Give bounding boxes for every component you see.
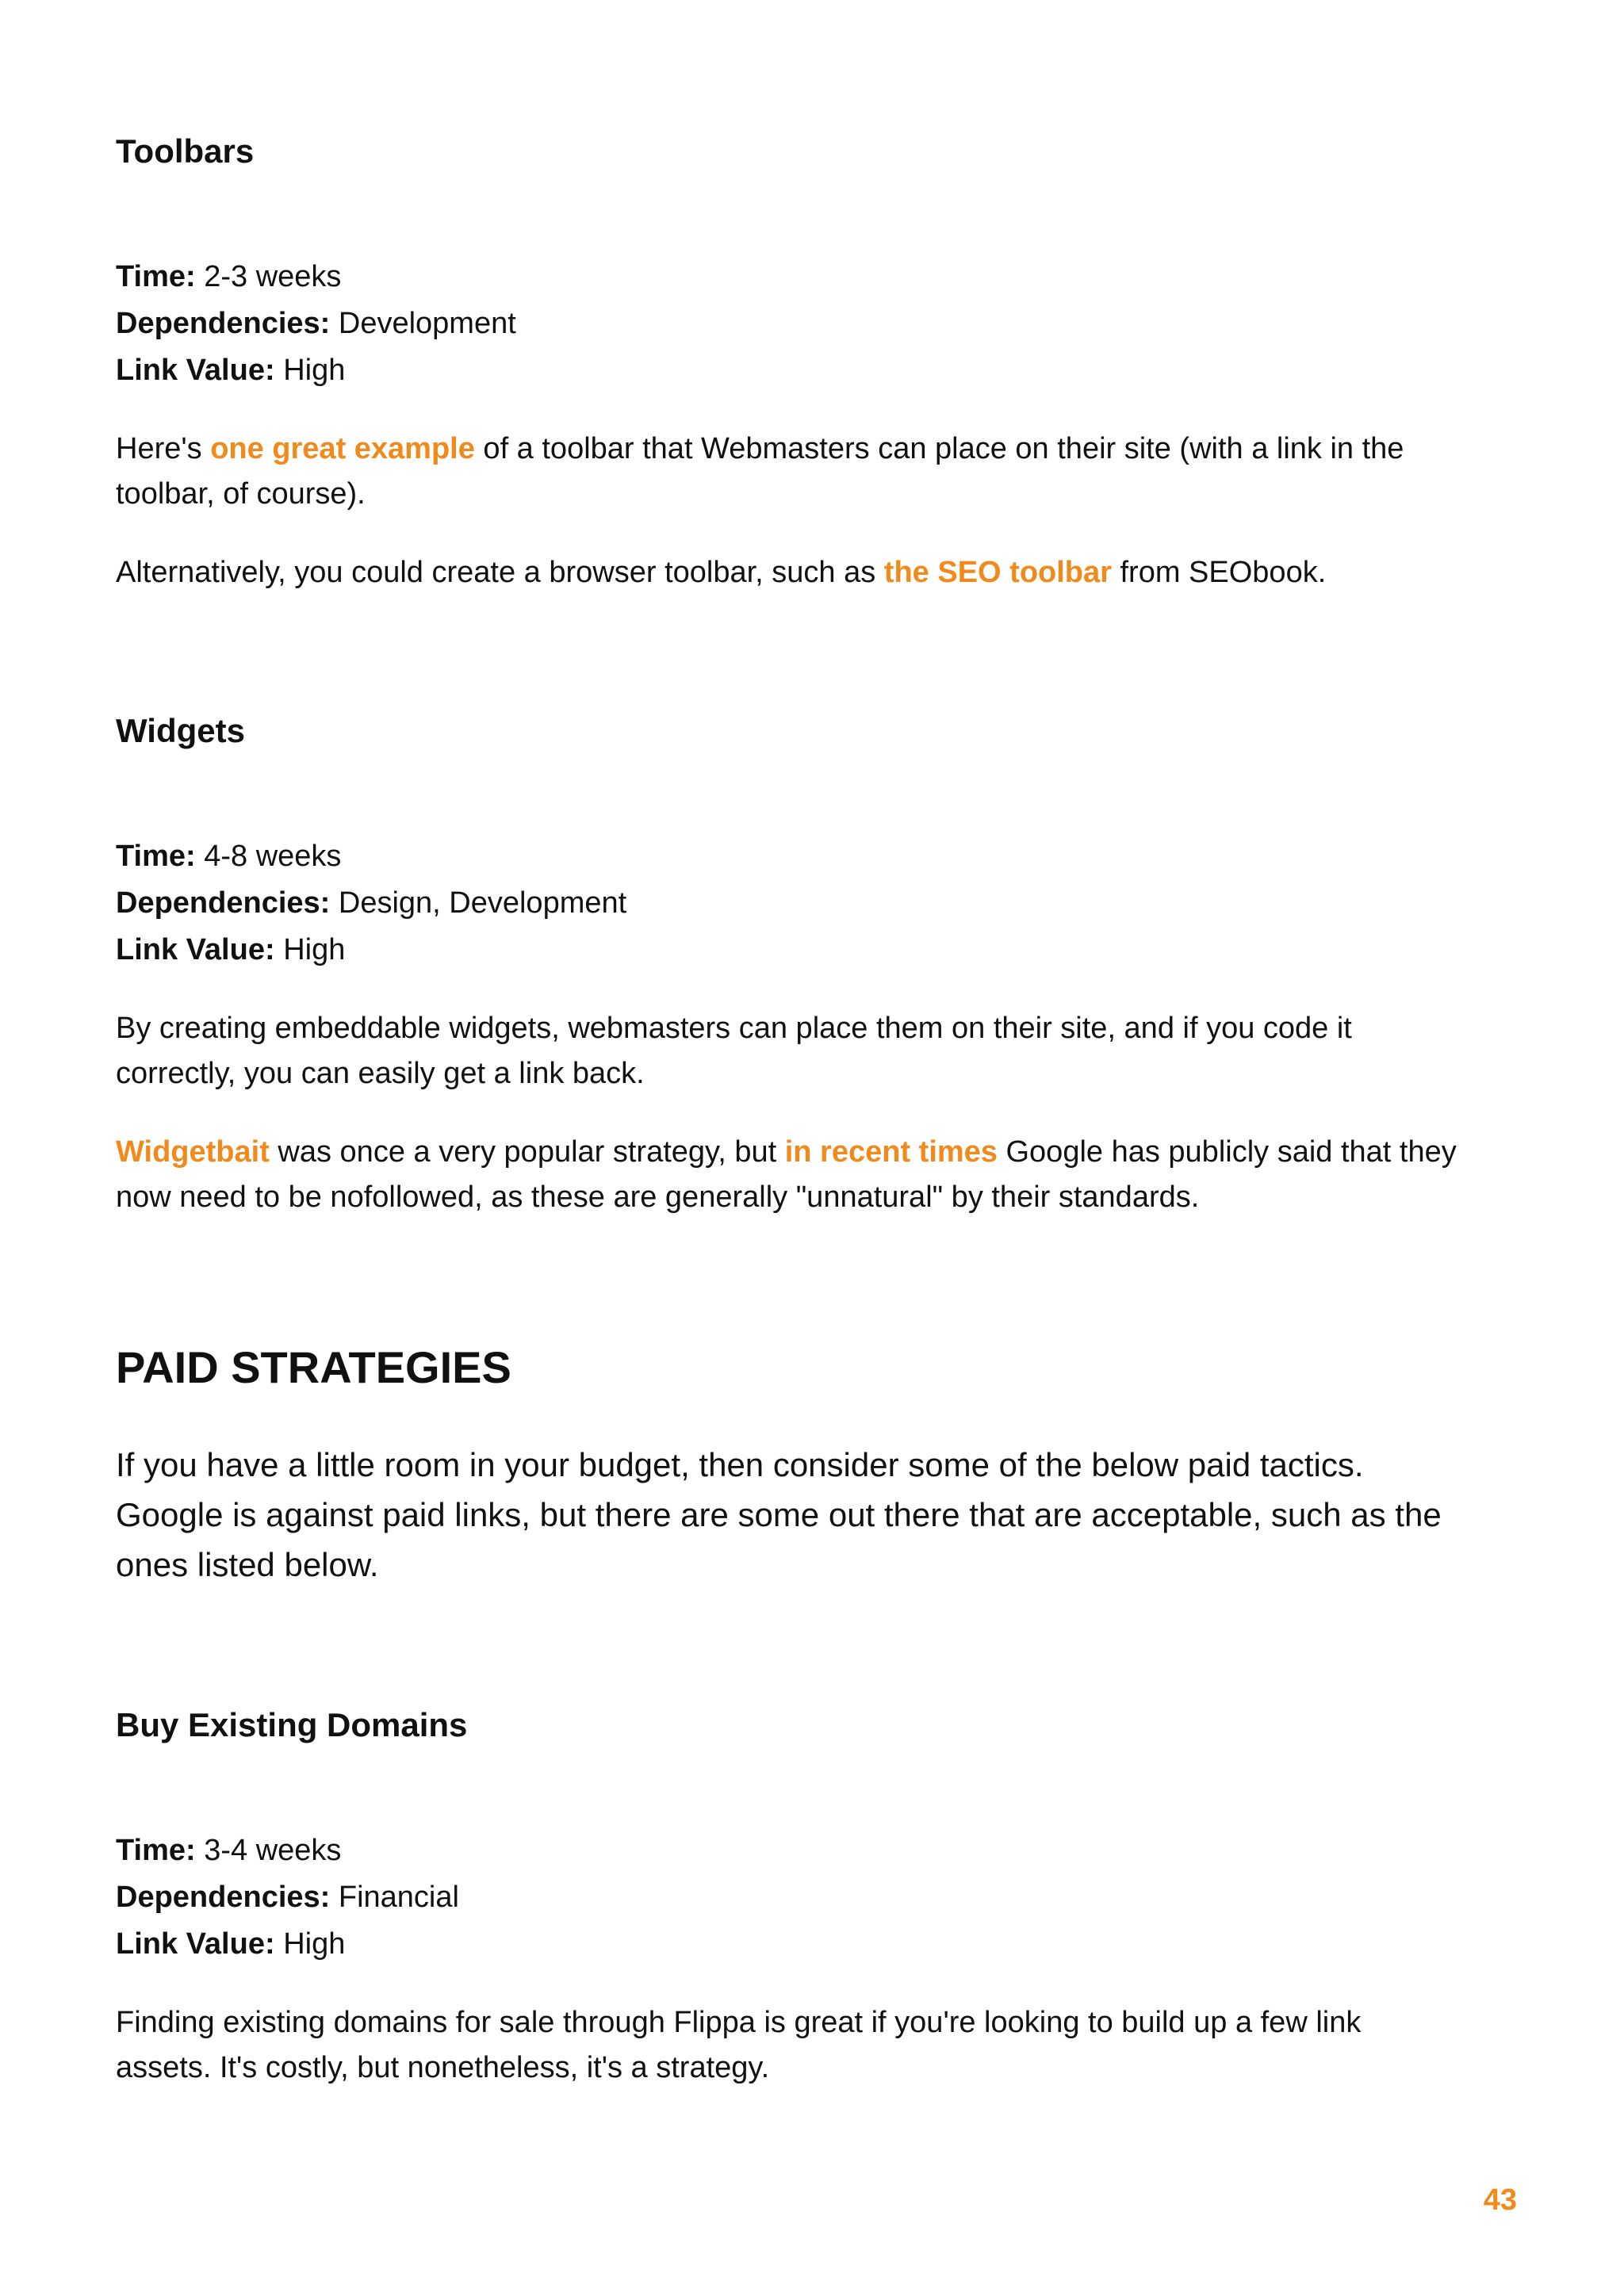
paragraph-text: Here's	[116, 432, 211, 465]
meta-dependencies-value: Design, Development	[338, 886, 627, 920]
meta-link-value-label: Link Value:	[116, 1927, 275, 1961]
paragraph-text: Google has publicly said that they	[997, 1135, 1457, 1169]
meta-link-value-label: Link Value:	[116, 933, 275, 966]
section-heading-buy-existing-domains: Buy Existing Domains	[116, 1706, 468, 1743]
meta-dependencies	[116, 1874, 459, 1921]
paragraph-text: was once a very popular strategy, but	[269, 1135, 785, 1169]
meta-time-value: 4-8 weeks	[204, 840, 342, 873]
meta-dependencies-value: Development	[338, 307, 516, 340]
paragraph-line	[116, 427, 1404, 472]
meta-link-value	[116, 1921, 345, 1968]
meta-time	[116, 254, 341, 300]
section-heading-widgets: Widgets	[116, 712, 245, 749]
meta-time	[116, 1827, 341, 1874]
paragraph-text: of a toolbar that Webmasters can place on their site (with a link in the	[474, 432, 1404, 465]
meta-dependencies-label: Dependencies:	[116, 886, 331, 920]
section-heading-paid-strategies: PAID STRATEGIES	[116, 1342, 511, 1392]
link-in-recent-times[interactable]: in recent times	[784, 1135, 998, 1169]
paragraph-line: assets. It's costly, but nonetheless, it's a strategy.	[116, 2051, 770, 2084]
meta-time-value: 3-4 weeks	[204, 1834, 342, 1867]
paragraph-line: Finding existing domains for sale through Flippa is great if you're looking to build up a few link	[116, 2006, 1362, 2039]
meta-link-value-value: High	[283, 1927, 346, 1961]
meta-link-value	[116, 347, 345, 394]
meta-link-value-value: High	[283, 933, 346, 966]
paragraph-text: from SEObook.	[1111, 556, 1327, 589]
meta-dependencies-value: Financial	[338, 1881, 459, 1914]
link-widgetbait[interactable]: Widgetbait	[116, 1135, 270, 1169]
meta-time-label: Time:	[116, 840, 196, 873]
link-one-great-example[interactable]: one great example	[210, 432, 475, 465]
lead-paragraph-line: If you have a little room in your budget, then consider some of the below paid tactics.	[116, 1446, 1364, 1483]
paragraph-line: now need to be nofollowed, as these are generally "unnatural" by their standards.	[116, 1181, 1200, 1214]
meta-time-label: Time:	[116, 1834, 196, 1867]
paragraph-text: Alternatively, you could create a browser toolbar, such as	[116, 556, 884, 589]
meta-time-label: Time:	[116, 260, 196, 293]
paragraph-line: correctly, you can easily get a link back.	[116, 1057, 645, 1090]
paragraph-line: By creating embeddable widgets, webmasters can place them on their site, and if you code it	[116, 1012, 1352, 1045]
meta-time	[116, 833, 341, 880]
meta-dependencies	[116, 300, 516, 347]
meta-link-value-label: Link Value:	[116, 354, 275, 387]
meta-link-value-value: High	[283, 354, 346, 387]
lead-paragraph-line: ones listed below.	[116, 1546, 379, 1583]
meta-dependencies-label: Dependencies:	[116, 1881, 331, 1914]
paragraph-line	[116, 550, 1326, 595]
meta-dependencies	[116, 880, 626, 927]
section-heading-toolbars: Toolbars	[116, 132, 255, 170]
meta-time-value: 2-3 weeks	[204, 260, 342, 293]
paragraph-line: toolbar, of course).	[116, 477, 366, 511]
paragraph-line	[116, 1130, 1457, 1175]
meta-dependencies-label: Dependencies:	[116, 307, 331, 340]
link-seo-toolbar[interactable]: the SEO toolbar	[883, 556, 1112, 589]
lead-paragraph-line: Google is against paid links, but there are some out there that are acceptable, such as the	[116, 1496, 1442, 1533]
page-number: 43	[1483, 2183, 1517, 2217]
meta-link-value	[116, 927, 345, 974]
